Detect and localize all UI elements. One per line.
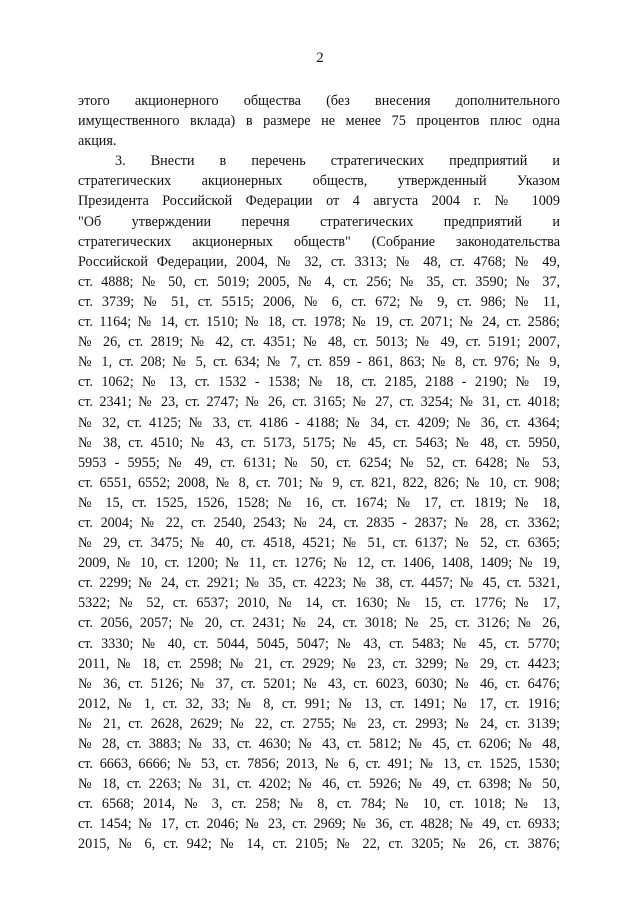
text-line: этого акционерного общества (без внесения дополнительного <box>78 93 560 109</box>
text-line: ст. 2004; № 22, ст. 2540, 2543; № 24, ст. 2835 - 2837; № 28, ст. 3362; <box>78 514 560 531</box>
text-line: стратегических акционерных обществ" (Собрание законодательства <box>78 233 560 250</box>
text-line: ст. 2056, 2057; № 20, ст. 2431; № 24, ст. 3018; № 25, ст. 3126; № 26, <box>78 615 560 632</box>
text-line: № 38, ст. 4510; № 43, ст. 5173, 5175; № 45, ст. 5463; № 48, ст. 5950, <box>78 434 560 451</box>
text-line: 2009, № 10, ст. 1200; № 11, ст. 1276; № 12, ст. 1406, 1408, 1409; № 19, <box>78 555 560 572</box>
document-body <box>78 91 560 855</box>
text-line: ст. 2299; № 24, ст. 2921; № 35, ст. 4223; № 38, ст. 4457; № 45, ст. 5321, <box>78 575 560 592</box>
text-line: 3. Внести в перечень стратегических предприятий и <box>115 153 560 170</box>
text-line: № 36, ст. 5126; № 37, ст. 5201; № 43, ст. 6023, 6030; № 46, ст. 6476; <box>78 675 560 692</box>
text-line: ст. 3330; № 40, ст. 5044, 5045, 5047; № 43, ст. 5483; № 45, ст. 5770; <box>78 635 560 652</box>
text-line: ст. 4888; № 50, ст. 5019; 2005, № 4, ст. 256; № 35, ст. 3590; № 37, <box>78 273 560 290</box>
text-line: ст. 6551, 6552; 2008, № 8, ст. 701; № 9, ст. 821, 822, 826; № 10, ст. 908; <box>78 474 560 491</box>
text-line: № 29, ст. 3475; № 40, ст. 4518, 4521; № 51, ст. 6137; № 52, ст. 6365; <box>78 535 560 552</box>
text-line: "Об утверждении перечня стратегических предприятий и <box>78 213 560 230</box>
text-line: № 18, ст. 2263; № 31, ст. 4202; № 46, ст. 5926; № 49, ст. 6398; № 50, <box>78 776 560 793</box>
text-line: имущественного вклада) в размере не менее 75 процентов плюс одна <box>78 113 560 130</box>
text-line: № 32, ст. 4125; № 33, ст. 4186 - 4188; № 34, ст. 4209; № 36, ст. 4364; <box>78 414 560 431</box>
text-line: ст. 1164; № 14, ст. 1510; № 18, ст. 1978; № 19, ст. 2071; № 24, ст. 2586; <box>78 314 560 331</box>
text-line: № 1, ст. 208; № 5, ст. 634; № 7, ст. 859 - 861, 863; № 8, ст. 976; № 9, <box>78 354 560 371</box>
text-line: 2015, № 6, ст. 942; № 14, ст. 2105; № 22, ст. 3205; № 26, ст. 3876; <box>78 836 560 853</box>
text-line: № 28, ст. 3883; № 33, ст. 4630; № 43, ст. 5812; № 45, ст. 6206; № 48, <box>78 736 560 752</box>
text-line: 5953 - 5955; № 49, ст. 6131; № 50, ст. 6254; № 52, ст. 6428; № 53, <box>78 454 560 471</box>
text-line: 2011, № 18, ст. 2598; № 21, ст. 2929; № 23, ст. 3299; № 29, ст. 4423; <box>78 655 560 672</box>
text-line: ст. 3739; № 51, ст. 5515; 2006, № 6, ст. 672; № 9, ст. 986; № 11, <box>78 293 560 310</box>
text-line: № 26, ст. 2819; № 42, ст. 4351; № 48, ст. 5013; № 49, ст. 5191; 2007, <box>78 334 560 351</box>
text-line: Российской Федерации, 2004, № 32, ст. 3313; № 48, ст. 4768; № 49, <box>78 253 560 270</box>
text-line: ст. 6663, 6666; № 53, ст. 7856; 2013, № 6, ст. 491; № 13, ст. 1525, 1530; <box>78 756 560 773</box>
text-line: ст. 1454; № 17, ст. 2046; № 23, ст. 2969; № 36, ст. 4828; № 49, ст. 6933; <box>78 816 560 833</box>
text-line: ст. 6568; 2014, № 3, ст. 258; № 8, ст. 784; № 10, ст. 1018; № 13, <box>78 796 560 813</box>
text-line: 2012, № 1, ст. 32, 33; № 8, ст. 991; № 13, ст. 1491; № 17, ст. 1916; <box>78 695 560 712</box>
text-line: ст. 1062; № 13, ст. 1532 - 1538; № 18, ст. 2185, 2188 - 2190; № 19, <box>78 374 560 391</box>
text-line: ст. 2341; № 23, ст. 2747; № 26, ст. 3165; № 27, ст. 3254; № 31, ст. 4018; <box>78 394 560 411</box>
text-line: стратегических акционерных обществ, утвержденный Указом <box>78 173 560 190</box>
text-line: № 15, ст. 1525, 1526, 1528; № 16, ст. 1674; № 17, ст. 1819; № 18, <box>78 494 560 511</box>
page-number: 2 <box>316 50 324 66</box>
text-line: акция. <box>78 133 117 150</box>
text-line: Президента Российской Федерации от 4 августа 2004 г. № 1009 <box>78 193 560 210</box>
text-line: 5322; № 52, ст. 6537; 2010, № 14, ст. 1630; № 15, ст. 1776; № 17, <box>78 595 560 612</box>
text-line: № 21, ст. 2628, 2629; № 22, ст. 2755; № 23, ст. 2993; № 24, ст. 3139; <box>78 715 560 732</box>
